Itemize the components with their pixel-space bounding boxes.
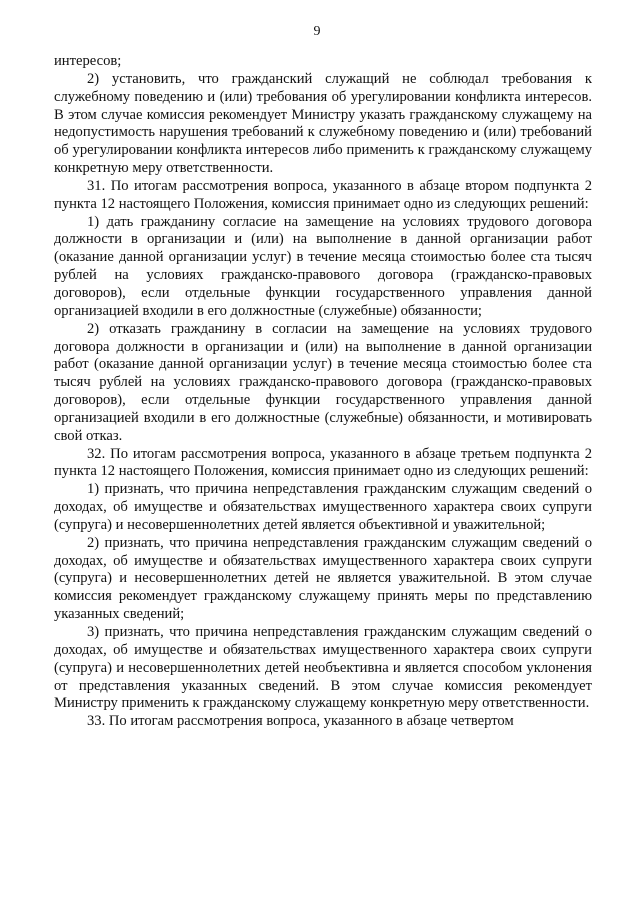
paragraph: 31. По итогам рассмотрения вопроса, указанного в абзаце втором подпункта 2 пункта 12 настоящего Положения, комиссия принимает одно из следующих решений:	[54, 177, 592, 212]
paragraph: 2) отказать гражданину в согласии на замещение на условиях трудового договора должности в организации и (или) на выполнение в данной организации работ (оказание данной организации услуг) в течение месяца стоимостью более ста тысяч рублей на условиях гражданско-правового договора (гражданско-правовых договоров), если отдельные функции государственного управления данной организацией входили в его должностные (служебные) обязанности, и мотивировать свой отказ.	[54, 320, 592, 444]
paragraph: 2) установить, что гражданский служащий не соблюдал требования к служебному поведению и (или) требования об урегулировании конфликта интересов. В этом случае комиссия рекомендует Министру указать гражданскому служащему на недопустимость нарушения требований к служебному поведению и (или) требований об урегулировании конфликта интересов либо применить к гражданскому служащему конкретную меру ответственности.	[54, 70, 592, 177]
document-body	[54, 53, 592, 731]
paragraph: 32. По итогам рассмотрения вопроса, указанного в абзаце третьем подпункта 2 пункта 12 настоящего Положения, комиссия принимает одно из следующих решений:	[54, 445, 592, 480]
paragraph: 1) признать, что причина непредставления гражданским служащим сведений о доходах, об имуществе и обязательствах имущественного характера своих супруги (супруга) и несовершеннолетних детей является объективной и уважительной;	[54, 481, 592, 533]
paragraph: 33. По итогам рассмотрения вопроса, указанного в абзаце четвертом	[87, 713, 514, 730]
paragraph: интересов;	[54, 53, 122, 69]
page-number: 9	[313, 24, 321, 39]
paragraph: 2) признать, что причина непредставления гражданским служащим сведений о доходах, об имуществе и обязательствах имущественного характера своих супруги (супруга) и несовершеннолетних детей не является уважительной. В этом случае комиссия рекомендует гражданскому служащему принять меры по представлению указанных сведений;	[54, 534, 592, 623]
paragraph: 3) признать, что причина непредставления гражданским служащим сведений о доходах, об имуществе и обязательствах имущественного характера своих супруги (супруга) и несовершеннолетних детей необъективна и является способом уклонения от представления указанных сведений. В этом случае комиссия рекомендует Министру применить к гражданскому служащему конкретную меру ответственности.	[54, 624, 592, 712]
paragraph: 1) дать гражданину согласие на замещение на условиях трудового договора должности в организации и (или) на выполнение в данной организации работ (оказание данной организации услуг) в течение месяца стоимостью более ста тысяч рублей на условиях гражданско-правового договора (гражданско-правовых договоров), если отдельные функции государственного управления данной организацией входили в его должностные (служебные) обязанности;	[54, 213, 592, 319]
